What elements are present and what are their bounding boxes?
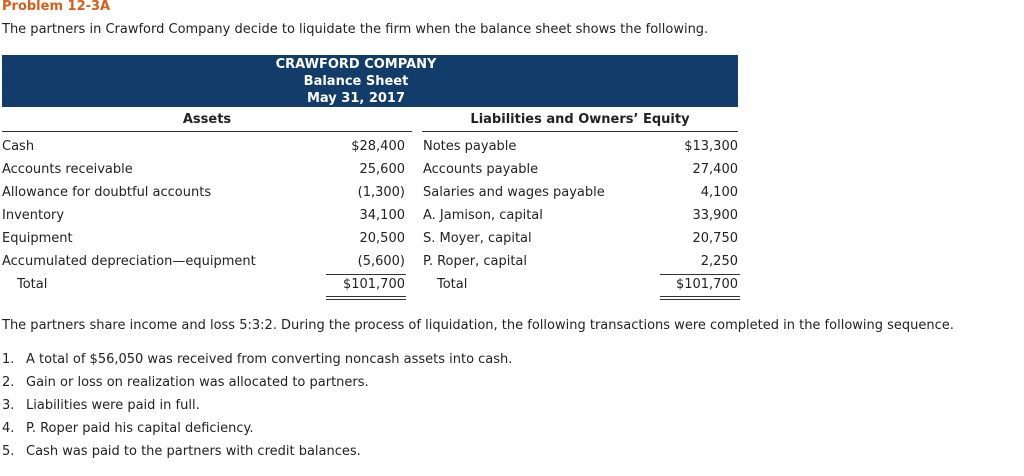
table-row: [0, 228, 760, 250]
liability-amount: $13,300: [684, 139, 738, 154]
step-number: 5.: [2, 444, 15, 459]
list-item: [2, 374, 512, 397]
table-row: [0, 182, 760, 204]
table-row: [0, 251, 760, 273]
asset-label: Equipment: [2, 231, 73, 246]
liability-label: Accounts payable: [423, 162, 539, 177]
liabilities-total-label: Total: [437, 277, 468, 292]
liability-label: S. Moyer, capital: [423, 231, 532, 246]
table-row: [0, 136, 760, 158]
liabilities-total-amount: $101,700: [675, 277, 738, 292]
asset-label: Allowance for doubtful accounts: [2, 185, 212, 200]
asset-amount: (1,300): [357, 185, 405, 200]
assets-column-header: Assets: [182, 112, 232, 127]
step-number: 3.: [2, 398, 15, 413]
asset-label: Accounts receivable: [2, 162, 133, 177]
assets-total-amount: $101,700: [342, 277, 405, 292]
liability-amount: 33,900: [692, 208, 738, 223]
asset-label: Cash: [2, 139, 35, 154]
step-text: Liabilities were paid in full.: [26, 398, 200, 413]
statement-name: Balance Sheet: [303, 74, 409, 89]
total-row: [0, 274, 760, 296]
liability-amount: 4,100: [700, 185, 738, 200]
step-text: Cash was paid to the partners with credit balances.: [26, 444, 361, 459]
step-text: A total of $56,050 was received from converting noncash assets into cash.: [26, 352, 513, 367]
list-item: [2, 420, 512, 443]
asset-amount: $28,400: [351, 139, 405, 154]
list-item: [2, 397, 512, 420]
step-text: Gain or loss on realization was allocated to partners.: [26, 375, 369, 390]
income-share-text: The partners share income and loss 5:3:2. During the process of liquidation, the following transactions were completed in the following sequence.: [2, 318, 954, 333]
step-number: 4.: [2, 421, 15, 436]
list-item: [2, 443, 512, 466]
problem-title: Problem 12-3A: [2, 0, 111, 14]
asset-label: Accumulated depreciation—equipment: [2, 254, 256, 269]
step-text: P. Roper paid his capital deficiency.: [26, 421, 254, 436]
balance-sheet-header: [2, 55, 738, 107]
asset-amount: (5,600): [357, 254, 405, 269]
liability-amount: 20,750: [692, 231, 738, 246]
liability-amount: 27,400: [692, 162, 738, 177]
transaction-list: [2, 351, 512, 466]
assets-total-label: Total: [17, 277, 48, 292]
liabilities-total-double-rule: [660, 296, 740, 300]
liability-label: Notes payable: [423, 139, 517, 154]
step-number: 2.: [2, 375, 15, 390]
asset-label: Inventory: [2, 208, 65, 223]
liability-label: A. Jamison, capital: [423, 208, 543, 223]
table-row: [0, 205, 760, 227]
statement-date: May 31, 2017: [306, 91, 406, 106]
assets-header-rule: [2, 131, 412, 132]
asset-amount: 20,500: [359, 231, 405, 246]
assets-total-double-rule: [326, 296, 406, 300]
table-row: [0, 159, 760, 181]
liabilities-column-header: Liabilities and Owners’ Equity: [470, 112, 690, 127]
asset-amount: 34,100: [359, 208, 405, 223]
list-item: [2, 351, 512, 374]
liability-amount: 2,250: [700, 254, 738, 269]
asset-amount: 25,600: [359, 162, 405, 177]
step-number: 1.: [2, 352, 15, 367]
liability-label: Salaries and wages payable: [423, 185, 605, 200]
intro-text: The partners in Crawford Company decide to liquidate the firm when the balance sheet shows the following.: [2, 22, 709, 37]
liabilities-header-rule: [422, 131, 738, 132]
liability-label: P. Roper, capital: [423, 254, 527, 269]
company-name: CRAWFORD COMPANY: [275, 57, 437, 72]
